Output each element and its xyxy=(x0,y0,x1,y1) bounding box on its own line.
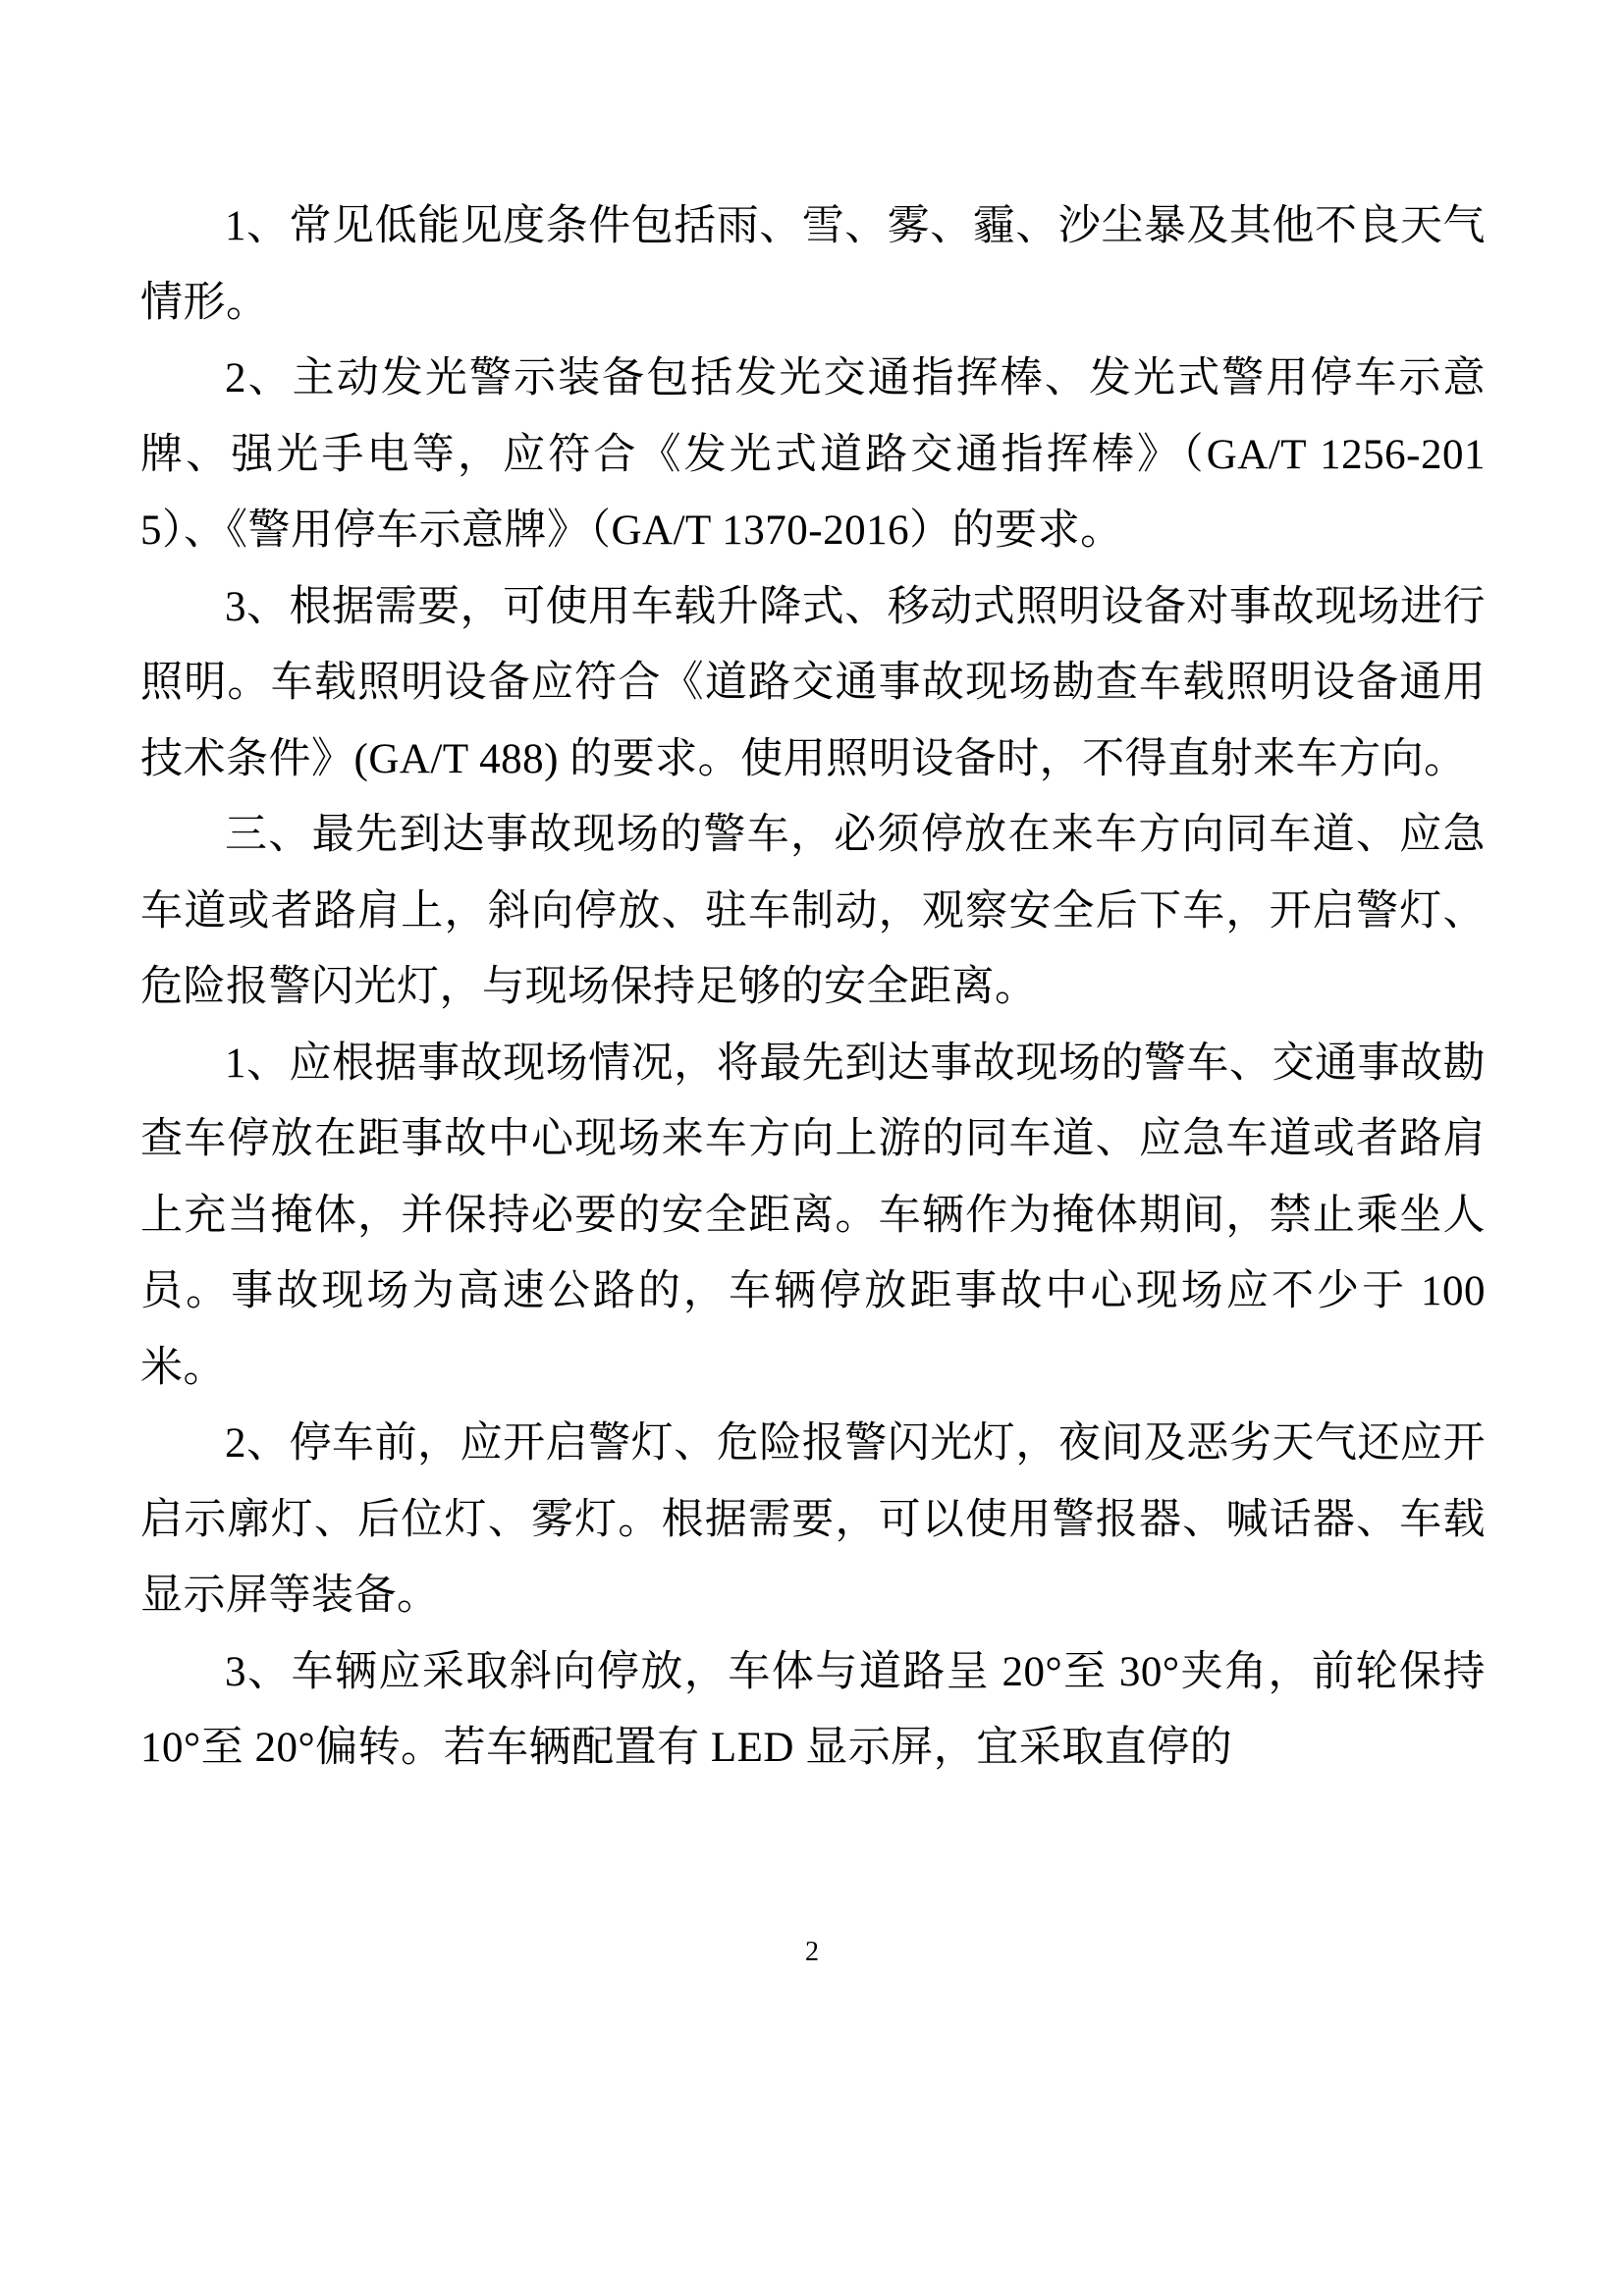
paragraph-low-visibility-conditions: 1、常见低能见度条件包括雨、雪、雾、霾、沙尘暴及其他不良天气情形。 xyxy=(140,203,1486,326)
paragraph-warning-equipment: 2、主动发光警示装备包括发光交通指挥棒、发光式警用停车示意牌、强光手电等，应符合《发光式道路交通指挥棒》（GA/T 1256-2015）、《警用停车示意牌》（GA/T 1370-2016）的要求。 xyxy=(140,355,1486,554)
document-body xyxy=(140,188,1486,1787)
paragraph-before-stopping-lights: 2、停车前，应开启警灯、危险报警闪光灯，夜间及恶劣天气还应开启示廓灯、后位灯、雾灯。根据需要，可以使用警报器、喊话器、车载显示屏等装备。 xyxy=(140,1420,1486,1619)
paragraph-angled-parking: 3、车辆应采取斜向停放，车体与道路呈 20°至 30°夹角，前轮保持 10°至 20°偏转。若车辆配置有 LED 显示屏，宜采取直停的 xyxy=(140,1648,1486,1771)
paragraph-parking-as-shield: 1、应根据事故现场情况，将最先到达事故现场的警车、交通事故勘查车停放在距事故中心现场来车方向上游的同车道、应急车道或者路肩上充当掩体，并保持必要的安全距离。车辆作为掩体期间，禁止乘坐人员。事故现场为高速公路的，车辆停放距事故中心现场应不少于 100 米。 xyxy=(140,1040,1486,1391)
page-number: 2 xyxy=(805,1937,819,1967)
paragraph-lighting-equipment: 3、根据需要，可使用车载升降式、移动式照明设备对事故现场进行照明。车载照明设备应符合《道路交通事故现场勘查车载照明设备通用技术条件》(GA/T 488) 的要求。使用照明设备时，不得直射来车方向。 xyxy=(140,583,1486,782)
paragraph-section-three-first-police-car: 三、最先到达事故现场的警车，必须停放在来车方向同车道、应急车道或者路肩上，斜向停放、驻车制动，观察安全后下车，开启警灯、危险报警闪光灯，与现场保持足够的安全距离。 xyxy=(140,812,1486,1010)
